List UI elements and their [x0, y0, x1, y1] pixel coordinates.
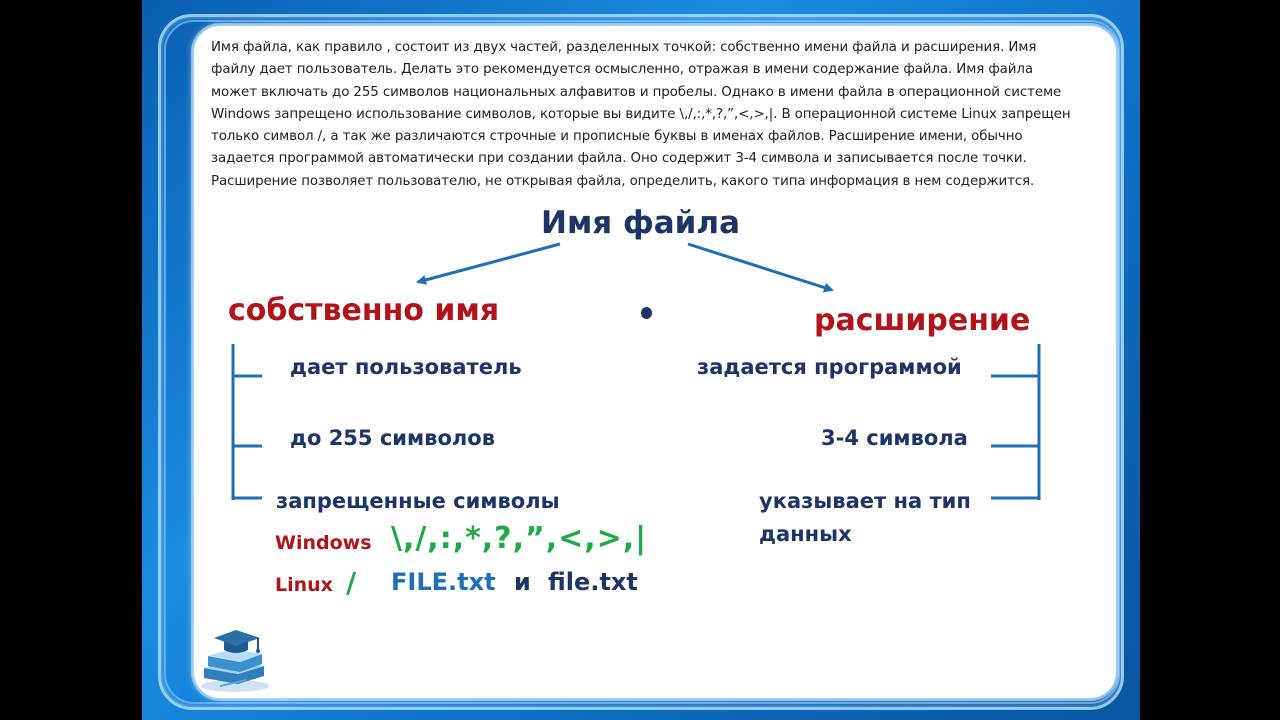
windows-label: Windows — [275, 532, 372, 554]
filename-uppercase-example: FILE.txt — [391, 568, 496, 596]
left-item-1: дает пользователь — [290, 355, 522, 379]
separator-dot — [641, 307, 652, 319]
filename-lowercase-example: file.txt — [548, 568, 638, 596]
windows-forbidden-symbols: \,/,:,*,?,”,<,>,| — [391, 521, 648, 556]
and-word: и — [514, 568, 531, 596]
right-item-1: задается программой — [697, 355, 962, 379]
left-item-3: запрещенные символы — [276, 489, 560, 513]
books-graduation-cap-icon — [198, 624, 272, 694]
linux-label: Linux — [275, 574, 333, 596]
right-item-2: 3-4 символа — [821, 426, 968, 450]
right-item-3-line1: указывает на тип — [759, 489, 971, 513]
diagram-title: Имя файла — [541, 205, 741, 241]
intro-paragraph: Имя файла, как правило , состоит из двух частей, разделенных точкой: собственно имени файла и расширения. Имя файлу дает пользователь. Делать это рекомендуется осмысленно, отражая в имени содержание файла. Имя файла может включать до 255 символов национальных алфавитов и пробелы. Однако в имени файла в операционной системе Windows запрещено использование символов, которые вы видите \,/,:,*,?,”,<,>,|. В операционной системе Linux запрещен только символ /, а так же различаются строчные и прописные буквы в именах файлов. Расширение имени, обычно задается программой автоматически при создании файла. Оно содержит 3-4 символа и записывается после точки. Расширение позволяет пользователю, не открывая файла, определить, какого типа информация в нем содержится. — [211, 40, 1071, 189]
right-item-3-line2: данных — [759, 522, 852, 546]
linux-forbidden-symbol: / — [346, 566, 357, 599]
left-item-2: до 255 символов — [290, 426, 495, 450]
proper-name-heading: собственно имя — [228, 293, 500, 328]
extension-heading: расширение — [814, 303, 1031, 338]
